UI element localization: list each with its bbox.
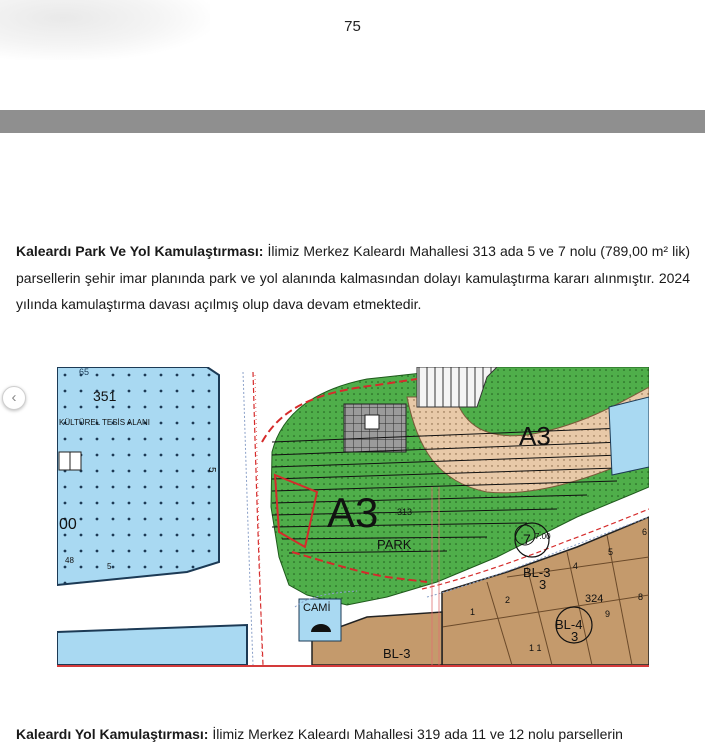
label-num-5: 5 (206, 467, 217, 473)
label-bl4-sub: 3 (571, 629, 579, 644)
label-n4: 4 (573, 561, 579, 571)
label-num-7: 7 (523, 531, 531, 547)
paragraph-body: İlimiz Merkez Kaleardı Mahallesi 319 ada 11 ve 12 nolu parsellerin (208, 726, 623, 742)
paragraph-park-expropriation (16, 238, 690, 318)
label-n9: 9 (605, 609, 611, 619)
label-n1: 1 (470, 607, 476, 617)
label-n2: 2 (505, 595, 511, 605)
carousel-prev-button[interactable] (2, 386, 26, 410)
label-cultural-area: KÜLTÜREL TESİS ALANI (59, 418, 150, 427)
cultural-area-bottom (57, 625, 247, 665)
page-number: 75 (344, 18, 361, 35)
label-num-7-00: 7.00 (535, 532, 551, 541)
paragraph-body: İlimiz Merkez Kaleardı Mahallesi 313 ada 5 ve 7 nolu (789,00 m² lik) parsellerin şehir imar planında park ve yol alanında kalmasından dolayı kamulaştırma kararı alınmıştır. 2024 yılında kamulaştırma davası açılmış olup dava devam etmektedir. (16, 243, 690, 312)
zoning-map-figure (57, 367, 649, 667)
label-parcel-313: 313 (397, 507, 413, 517)
chevron-left-icon: ‹ (11, 389, 17, 406)
label-num-00: 00 (59, 516, 77, 533)
paragraph-title: Kaleardı Park Ve Yol Kamulaştırması: (16, 243, 264, 259)
label-zone-a3-top: A3 (519, 421, 551, 451)
label-num-48: 48 (65, 556, 74, 565)
label-bl3-bottom: BL-3 (383, 646, 411, 661)
zoning-map (57, 367, 649, 665)
label-n8: 8 (638, 592, 644, 602)
label-n5: 5 (608, 547, 614, 557)
label-n6: 6 (642, 527, 648, 537)
label-bl4: BL-4 (555, 617, 583, 632)
label-park: PARK (377, 537, 412, 552)
label-cami: CAMİ (303, 602, 331, 614)
label-parcel-324: 324 (585, 593, 604, 605)
section-divider-band (0, 110, 705, 133)
label-bl3-top-sub: 3 (539, 577, 547, 592)
paragraph-title: Kaleardı Yol Kamulaştırması: (16, 726, 209, 742)
label-num-5b: 5 (107, 562, 112, 571)
label-parcel-351: 351 (93, 388, 117, 404)
cultural-area-shape (57, 367, 219, 585)
label-n11: 1 1 (529, 643, 542, 653)
label-zone-a3-main: A3 (327, 489, 379, 536)
paragraph-road-expropriation (16, 726, 696, 742)
label-bl3-top: BL-3 (523, 565, 551, 580)
label-parcel-65: 65 (79, 367, 90, 377)
